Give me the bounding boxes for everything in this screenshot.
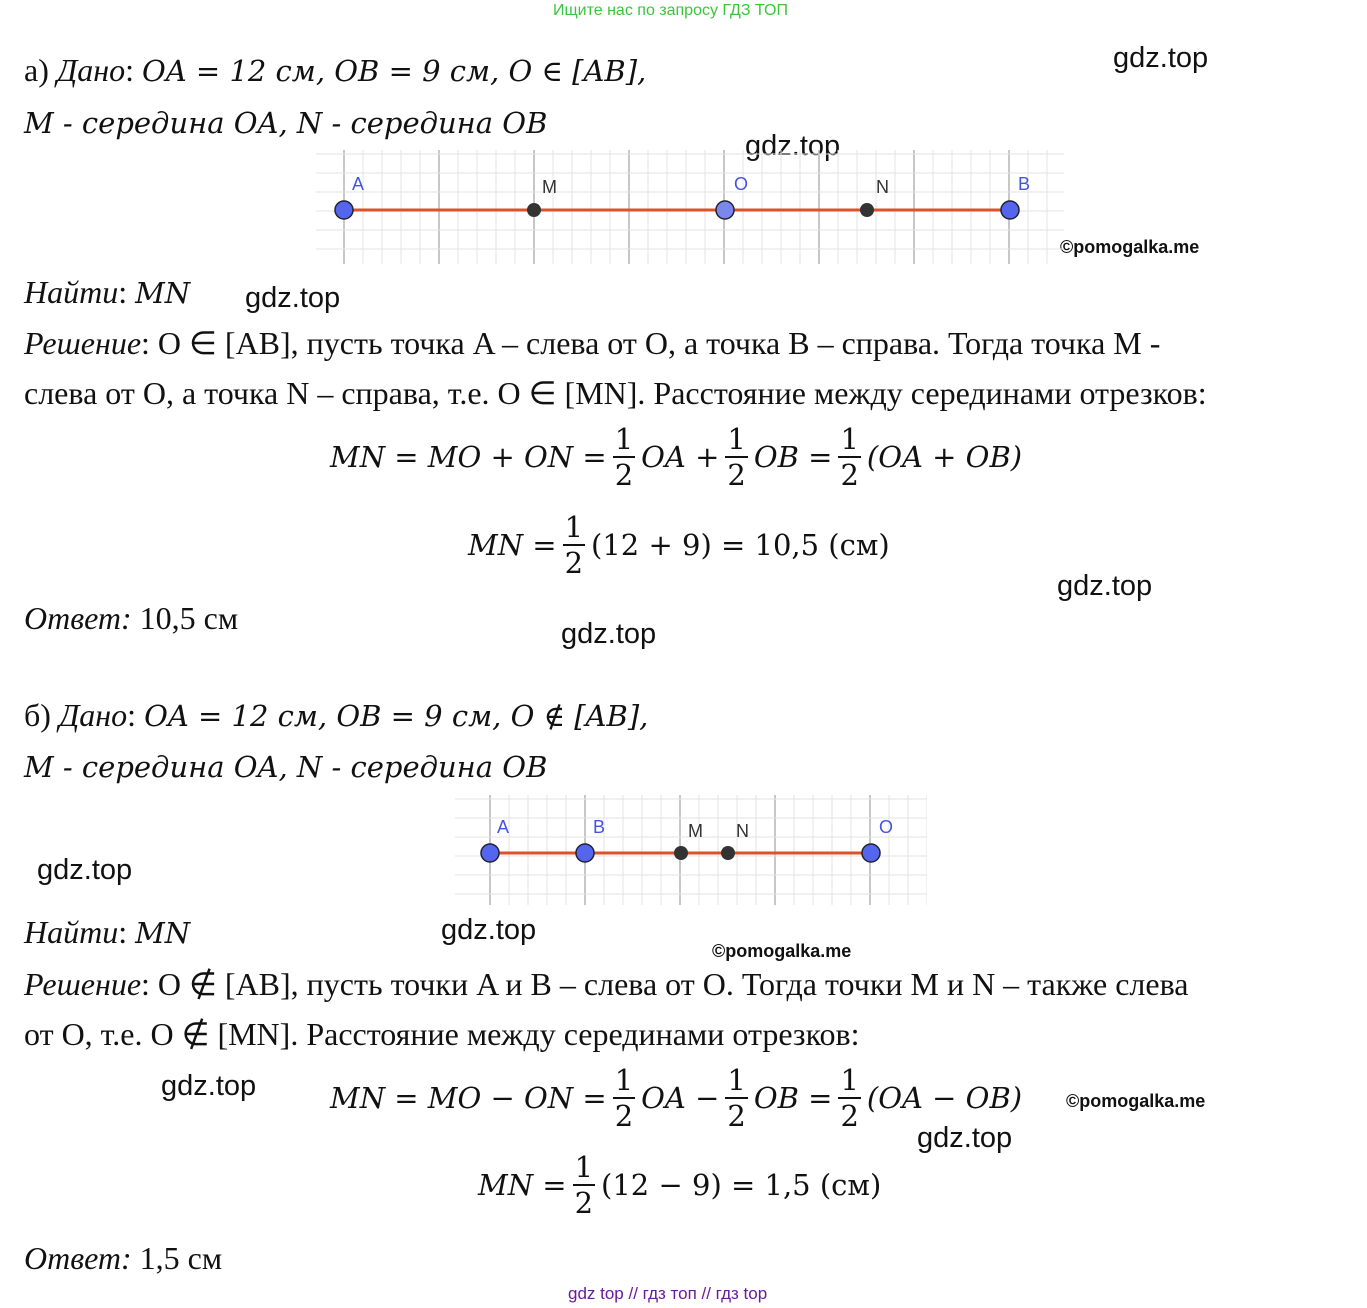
part-b-midpoints: M - середина OA, N - середина OB <box>24 750 548 784</box>
fraction-half: $\frac{1}{2}$ <box>614 1063 634 1133</box>
label-o: O <box>879 817 894 837</box>
formula-left: MN = MO + ON = <box>330 440 607 474</box>
point-m <box>674 846 688 860</box>
watermark-pomogalka: ©pomogalka.me <box>712 941 852 961</box>
watermark-gdz: gdz.top <box>1057 570 1153 602</box>
point-b <box>1001 201 1019 219</box>
part-b-solution-2: от O, т.е. O ∉ [MN]. Расстояние между серединами отрезков: <box>24 1016 860 1052</box>
label-a: A <box>352 174 365 194</box>
part-b-formula-1 <box>326 1063 1026 1133</box>
label-b: B <box>1018 174 1031 194</box>
given-text: OA = 12 см, OB = 9 см, O ∉ [AB], <box>144 699 649 733</box>
watermark-gdz: gdz.top <box>37 854 133 886</box>
part-b-answer <box>24 1240 222 1277</box>
part-a-answer <box>24 600 238 637</box>
watermark-gdz: gdz.top <box>745 130 841 162</box>
footer-links[interactable]: gdz top // гдз топ // гдз top <box>568 1284 768 1303</box>
label-n: N <box>876 177 889 197</box>
watermark-gdz: gdz.top <box>1113 42 1209 74</box>
fraction-half: $\frac{1}{2}$ <box>564 510 584 580</box>
label-o: O <box>734 174 749 194</box>
point-n <box>860 203 874 217</box>
watermark-pomogalka: ©pomogalka.me <box>1060 237 1200 257</box>
formula-result: (12 + 9) = 10,5 (см) <box>591 528 890 562</box>
answer-word: Ответ: <box>24 1240 132 1276</box>
formula-left: MN = <box>468 528 557 562</box>
top-banner: Ищите нас по запросу ГДЗ ТОП <box>553 2 788 19</box>
part-b-formula-2 <box>474 1150 885 1220</box>
formula-left: MN = <box>478 1168 567 1202</box>
given-word: Дано <box>56 52 126 88</box>
solution-word: Решение <box>24 966 142 1002</box>
part-a-find: Найти: MN <box>24 274 191 310</box>
given-text: OA = 12 см, OB = 9 см, O ∈ [AB], <box>141 54 647 88</box>
label-m: M <box>542 177 557 197</box>
find-value: MN <box>135 916 191 950</box>
solution-word: Решение <box>24 325 142 361</box>
solution-text: O ∈ [AB], пусть точка A – слева от O, а точка B – справа. Тогда точка M - <box>157 325 1161 361</box>
figure-b-grid <box>455 795 927 905</box>
watermark-gdz: gdz.top <box>561 618 657 650</box>
formula-term: (OA − OB) <box>866 1081 1023 1115</box>
figure-a <box>316 150 1064 264</box>
fraction-half: $\frac{1}{2}$ <box>574 1150 594 1220</box>
part-a-formula-1 <box>326 422 1026 492</box>
part-a-label: а) <box>24 52 49 88</box>
part-b-solution-1: Решение: O ∉ [AB], пусть точки A и B – слева от O. Тогда точки M и N – также слева <box>24 966 1189 1002</box>
formula-term: OA + <box>641 440 720 474</box>
answer-word: Ответ: <box>24 600 132 636</box>
point-o <box>862 844 880 862</box>
figure-a-grid <box>316 150 1064 264</box>
formula-term: OB = <box>753 440 833 474</box>
watermark-gdz: gdz.top <box>245 282 341 314</box>
solution-text: O ∉ [AB], пусть точки A и B – слева от O. Тогда точки M и N – также слева <box>157 966 1189 1002</box>
answer-value: 10,5 см <box>139 600 239 636</box>
formula-left: MN = MO − ON = <box>330 1081 607 1115</box>
formula-result: (12 − 9) = 1,5 (см) <box>601 1168 882 1202</box>
part-a-formula-2 <box>464 510 894 580</box>
formula-term: (OA + OB) <box>866 440 1023 474</box>
watermark-gdz: gdz.top <box>917 1122 1013 1154</box>
fraction-half: $\frac{1}{2}$ <box>840 1063 859 1133</box>
label-b: B <box>593 817 606 837</box>
part-a-midpoints: M - середина OA, N - середина OB <box>24 106 548 140</box>
part-b-given: б) Дано: OA = 12 см, OB = 9 см, O ∉ [AB], <box>24 697 649 733</box>
part-b-label: б) <box>24 697 51 733</box>
watermark-gdz: gdz.top <box>161 1070 257 1102</box>
fraction-half: $\frac{1}{2}$ <box>840 422 859 492</box>
point-b <box>576 844 594 862</box>
answer-value: 1,5 см <box>139 1240 223 1276</box>
watermark-gdz: gdz.top <box>441 914 537 946</box>
formula-term: OB = <box>753 1081 833 1115</box>
part-a-solution-1: Решение: O ∈ [AB], пусть точка A – слева от O, а точка B – справа. Тогда точка M - <box>24 325 1161 361</box>
watermark-pomogalka: ©pomogalka.me <box>1066 1091 1206 1111</box>
point-a <box>481 844 499 862</box>
point-a <box>335 201 353 219</box>
label-a: A <box>497 817 510 837</box>
part-a-solution-2: слева от O, а точка N – справа, т.е. O ∈ [MN]. Расстояние между серединами отрезков: <box>24 375 1207 411</box>
label-m: M <box>688 821 703 841</box>
fraction-half: $\frac{1}{2}$ <box>727 422 746 492</box>
fraction-half: $\frac{1}{2}$ <box>614 422 634 492</box>
fraction-half: $\frac{1}{2}$ <box>727 1063 746 1133</box>
part-a-given: а) Дано: OA = 12 см, OB = 9 см, O ∈ [AB], <box>24 52 647 88</box>
label-n: N <box>736 821 749 841</box>
point-n <box>721 846 735 860</box>
find-word: Найти <box>24 274 119 310</box>
part-b-find: Найти: MN <box>24 914 191 950</box>
point-m <box>527 203 541 217</box>
find-word: Найти <box>24 914 119 950</box>
point-o <box>716 201 734 219</box>
figure-b <box>455 795 927 905</box>
find-value: MN <box>135 276 191 310</box>
formula-term: OA − <box>641 1081 720 1115</box>
given-word: Дано <box>58 697 128 733</box>
